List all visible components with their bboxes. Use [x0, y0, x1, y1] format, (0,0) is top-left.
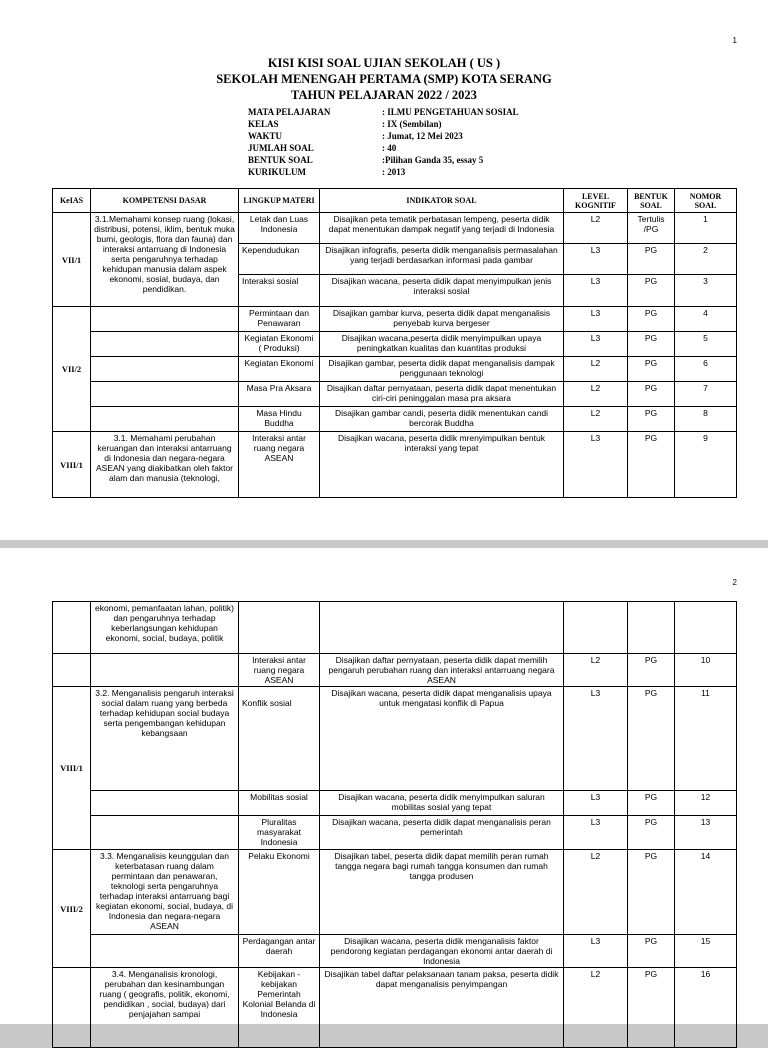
kompetensi-dasar-cell [91, 357, 239, 382]
kompetensi-dasar-cell: 3.4. Menganalisis kronologi, perubahan dan kesinambungan ruang ( geografis, politik, ekonomi, pendidikan , social, budaya) dari penjajahan sampai [91, 968, 239, 1048]
bentuk-soal-cell: PG [628, 791, 675, 816]
indikator-soal-cell: Disajikan daftar pernyataan, peserta didik dapat menentukan ciri-ciri peninggalan masa pra aksara [320, 382, 564, 407]
kisi-kisi-table-page-1 [52, 188, 737, 498]
nomor-soal-cell: 13 [675, 816, 737, 850]
kompetensi-dasar-cell [91, 382, 239, 407]
table-row [53, 213, 737, 244]
meta-row [248, 166, 519, 178]
bentuk-soal-cell: PG [628, 935, 675, 968]
bentuk-soal-cell: Tertulis /PG [628, 213, 675, 244]
nomor-soal-cell: 5 [675, 332, 737, 357]
indikator-soal-cell: Disajikan gambar candi, peserta didik menentukan candi bercorak Buddha [320, 407, 564, 432]
meta-row [248, 106, 519, 118]
level-kognitif-cell: L3 [564, 791, 628, 816]
kompetensi-dasar-cell: 3.1. Memahami perubahan keruangan dan interaksi antarruang di Indonesia dan negara-negara ASEAN yang diakibatkan oleh faktor alam dan manusia (teknologi, [91, 432, 239, 498]
lingkup-materi-cell: Permintaan dan Penawaran [239, 307, 320, 332]
bentuk-soal-cell: PG [628, 850, 675, 935]
meta-label: KURIKULUM [248, 167, 306, 177]
bentuk-soal-cell: PG [628, 432, 675, 498]
lingkup-materi-cell: Kegiatan Ekonomi [239, 357, 320, 382]
lingkup-materi-cell: Interaksi sosial [239, 275, 320, 307]
lingkup-materi-cell: Kependudukan [239, 244, 320, 275]
indikator-soal-cell: Disajikan wacana, peserta didik dapat menganalisis upaya untuk mengatasi konflik di Papua [320, 687, 564, 791]
table-row [53, 654, 737, 687]
meta-label: BENTUK SOAL [248, 155, 313, 165]
lingkup-materi-cell [239, 687, 320, 791]
kompetensi-dasar-cell: 3.1.Memahami konsep ruang (lokasi, distribusi, potensi, iklim, bentuk muka bumi, geologis, flora dan fauna) dan interaksi antarruang di Indonesia serta pengaruhnya terhadap kehidupan manusia dalam aspek ekonomi, sosial, budaya, dan pendidikan. [91, 213, 239, 307]
column-header: INDIKATOR SOAL [320, 189, 564, 213]
indikator-soal-cell: Disajikan wacana, peserta didik dapat menyimpulkan jenis interaksi sosial [320, 275, 564, 307]
table-row [53, 968, 737, 1048]
nomor-soal-cell: 1 [675, 213, 737, 244]
level-kognitif-cell: L3 [564, 935, 628, 968]
page-number: 2 [732, 578, 737, 587]
nomor-soal-cell: 8 [675, 407, 737, 432]
kelas-cell: VIII/2 [53, 850, 91, 968]
kelas-cell [53, 602, 91, 654]
meta-value: : ILMU PENGETAHUAN SOSIAL [382, 107, 519, 117]
lingkup-materi-cell: Masa Hindu Buddha [239, 407, 320, 432]
kisi-kisi-table-page-2 [52, 601, 737, 1048]
lingkup-materi-cell: Interaksi antar ruang negara ASEAN [239, 432, 320, 498]
level-kognitif-cell: L2 [564, 357, 628, 382]
kompetensi-dasar-cell: 3.3. Menganalisis keunggulan dan keterbatasan ruang dalam permintaan dan penawaran, teknologi serta pengaruhnya terhadap interaksi antarruang bagi kegiatan ekonomi, social, budaya, di Indonesia dan negara-negara ASEAN [91, 850, 239, 935]
bentuk-soal-cell: PG [628, 382, 675, 407]
table-row [53, 791, 737, 816]
nomor-soal-cell [675, 602, 737, 654]
column-header: KOMPETENSI DASAR [91, 189, 239, 213]
kelas-cell: VII/1 [53, 213, 91, 307]
indikator-soal-cell: Disajikan tabel, peserta didik dapat memilih peran rumah tangga negara bagi rumah tangga konsumen dan rumah tangga produsen [320, 850, 564, 935]
meta-value: : 2013 [382, 167, 406, 177]
table-row [53, 816, 737, 850]
table-row [53, 382, 737, 407]
table-row [53, 407, 737, 432]
meta-row [248, 142, 519, 154]
level-kognitif-cell: L2 [564, 850, 628, 935]
kompetensi-dasar-cell [91, 816, 239, 850]
level-kognitif-cell: L3 [564, 275, 628, 307]
nomor-soal-cell: 11 [675, 687, 737, 791]
document-title-line-1: KISI KISI SOAL UJIAN SEKOLAH ( US ) [267, 56, 501, 70]
lingkup-materi-cell: Interaksi antar ruang negara ASEAN [239, 654, 320, 687]
bentuk-soal-cell: PG [628, 407, 675, 432]
table-row [53, 602, 737, 654]
nomor-soal-cell: 15 [675, 935, 737, 968]
meta-label: WAKTU [248, 131, 283, 141]
nomor-soal-cell: 9 [675, 432, 737, 498]
lingkup-materi-cell: Kegiatan Ekonomi ( Produksi) [239, 332, 320, 357]
indikator-soal-cell: Disajikan wacana, peserta didik dapat menganalisis peran pemerintah [320, 816, 564, 850]
bentuk-soal-cell: PG [628, 687, 675, 791]
nomor-soal-cell: 7 [675, 382, 737, 407]
kompetensi-dasar-cell [91, 407, 239, 432]
level-kognitif-cell [564, 602, 628, 654]
table-row [53, 850, 737, 935]
meta-row [248, 154, 519, 166]
meta-label: JUMLAH SOAL [248, 143, 314, 153]
kelas-cell: VIII/1 [53, 687, 91, 850]
meta-label: KELAS [248, 119, 279, 129]
nomor-soal-cell: 6 [675, 357, 737, 382]
meta-value: : Jumat, 12 Mei 2023 [382, 131, 463, 141]
nomor-soal-cell: 16 [675, 968, 737, 1048]
kompetensi-dasar-cell: 3.2. Menganalisis pengaruh interaksi social dalam ruang yang berbeda terhadap kehidupan social budaya serta pengembangan kehidupan kebangsaan [91, 687, 239, 791]
column-header: BENTUK SOAL [628, 189, 675, 213]
column-header: NOMOR SOAL [675, 189, 737, 213]
level-kognitif-cell: L2 [564, 213, 628, 244]
level-kognitif-cell: L3 [564, 244, 628, 275]
level-kognitif-cell: L2 [564, 968, 628, 1048]
nomor-soal-cell: 4 [675, 307, 737, 332]
bentuk-soal-cell: PG [628, 816, 675, 850]
table-row [53, 935, 737, 968]
indikator-soal-cell [320, 602, 564, 654]
bentuk-soal-cell: PG [628, 307, 675, 332]
lingkup-materi-text: Konflik sosial [242, 698, 292, 708]
level-kognitif-cell: L2 [564, 654, 628, 687]
level-kognitif-cell: L3 [564, 816, 628, 850]
document-title-line-3: TAHUN PELAJARAN 2022 / 2023 [291, 88, 477, 102]
nomor-soal-cell: 14 [675, 850, 737, 935]
meta-label: MATA PELAJARAN [248, 107, 331, 117]
level-kognitif-cell: L2 [564, 407, 628, 432]
indikator-soal-cell: Disajikan peta tematik perbatasan lempeng, peserta didik dapat menentukan dampak negatif yang terjadi di Indonesia [320, 213, 564, 244]
kompetensi-dasar-cell: ekonomi, pemanfaatan lahan, politik) dan pengaruhnya terhadap keberlangsungan kehidupan ekonomi, social, budaya, politik [91, 602, 239, 654]
level-kognitif-cell: L3 [564, 307, 628, 332]
lingkup-materi-cell: Perdagangan antar daerah [239, 935, 320, 968]
meta-row [248, 118, 519, 130]
table-row [53, 357, 737, 382]
level-kognitif-cell: L3 [564, 332, 628, 357]
bentuk-soal-cell: PG [628, 332, 675, 357]
table-row [53, 332, 737, 357]
kelas-cell: VIII/1 [53, 432, 91, 498]
kompetensi-dasar-cell [91, 791, 239, 816]
indikator-soal-cell: Disajikan tabel daftar pelaksanaan tanam paksa, peserta didik dapat menganalisis penyimpangan [320, 968, 564, 1048]
bentuk-soal-cell: PG [628, 244, 675, 275]
bentuk-soal-cell: PG [628, 275, 675, 307]
lingkup-materi-cell: Letak dan Luas Indonesia [239, 213, 320, 244]
nomor-soal-cell: 3 [675, 275, 737, 307]
page-number: 1 [732, 36, 737, 45]
kelas-cell [53, 968, 91, 1048]
bentuk-soal-cell: PG [628, 357, 675, 382]
kompetensi-dasar-cell [91, 307, 239, 332]
indikator-soal-cell: Disajikan infografis, peserta didik menganalisis permasalahan yang terjadi berdasarkan informasi pada gambar [320, 244, 564, 275]
lingkup-materi-cell: Pelaku Ekonomi [239, 850, 320, 935]
kelas-cell [53, 654, 91, 687]
document-title-line-2: SEKOLAH MENENGAH PERTAMA (SMP) KOTA SERANG [216, 72, 552, 86]
lingkup-materi-cell: Mobilitas sosial [239, 791, 320, 816]
indikator-soal-cell: Disajikan daftar pernyataan, peserta didik dapat memilih pengaruh perubahan ruang dan interaksi antarruang negara ASEAN [320, 654, 564, 687]
indikator-soal-cell: Disajikan wacana,peserta didik menyimpulkan upaya peningkatkan kualitas dan kuantitas produksi [320, 332, 564, 357]
table-row [53, 687, 737, 791]
lingkup-materi-cell: Masa Pra Aksara [239, 382, 320, 407]
nomor-soal-cell: 12 [675, 791, 737, 816]
indikator-soal-cell: Disajikan wacana, peserta didik menganalisis faktor pendorong kegiatan perdagangan ekonomi antar daerah di Indonesia [320, 935, 564, 968]
exam-metadata [248, 106, 519, 178]
kompetensi-dasar-cell [91, 935, 239, 968]
column-header: LEVEL KOGNITIF [564, 189, 628, 213]
meta-value: : 40 [382, 143, 397, 153]
table-row [53, 307, 737, 332]
bentuk-soal-cell [628, 602, 675, 654]
lingkup-materi-cell: Pluralitas masyarakat Indonesia [239, 816, 320, 850]
indikator-soal-cell: Disajikan gambar kurva, peserta didik dapat menganalisis penyebab kurva bergeser [320, 307, 564, 332]
kompetensi-dasar-cell [91, 332, 239, 357]
indikator-soal-cell: Disajikan wacana, peserta didik mrenyimpulkan bentuk interaksi yang tepat [320, 432, 564, 498]
bentuk-soal-cell: PG [628, 968, 675, 1048]
level-kognitif-cell: L3 [564, 432, 628, 498]
lingkup-materi-cell [239, 602, 320, 654]
nomor-soal-cell: 2 [675, 244, 737, 275]
kompetensi-dasar-cell [91, 654, 239, 687]
bentuk-soal-cell: PG [628, 654, 675, 687]
level-kognitif-cell: L2 [564, 382, 628, 407]
column-header: LINGKUP MATERI [239, 189, 320, 213]
lingkup-materi-cell: Kebijakan - kebijakan Pemerintah Kolonial Belanda di Indonesia [239, 968, 320, 1048]
meta-value: :Pilihan Ganda 35, essay 5 [382, 155, 484, 165]
indikator-soal-cell: Disajikan gambar, peserta didik dapat menganalisis dampak penggunaan teknologi [320, 357, 564, 382]
level-kognitif-cell: L3 [564, 687, 628, 791]
meta-value: : IX (Sembilan) [382, 119, 442, 129]
column-header: KeIAS [53, 189, 91, 213]
table-row [53, 432, 737, 498]
kelas-cell: VII/2 [53, 307, 91, 432]
meta-row [248, 130, 519, 142]
table-header-row [53, 189, 737, 213]
nomor-soal-cell: 10 [675, 654, 737, 687]
indikator-soal-cell: Disajikan wacana, peserta didik menyimpulkan saluran mobilitas sosial yang tepat [320, 791, 564, 816]
